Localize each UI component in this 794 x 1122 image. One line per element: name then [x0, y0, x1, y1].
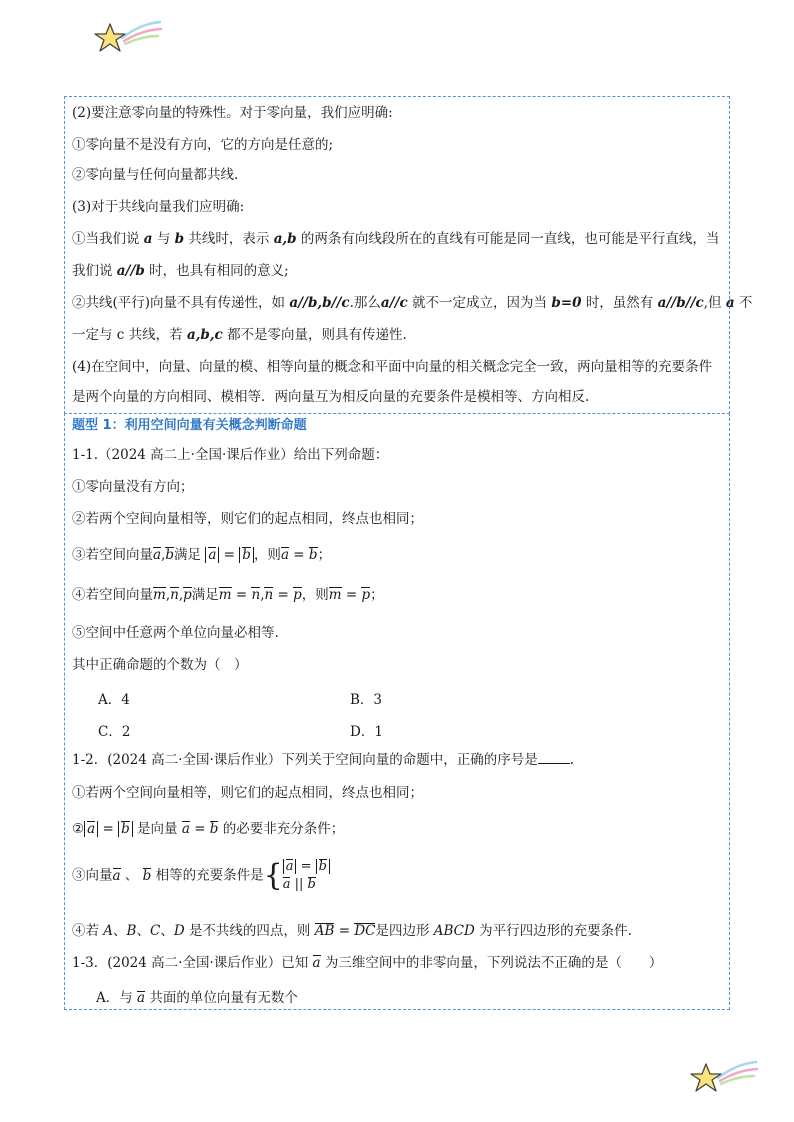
question-2-statement: ② a = b 是向量 a = b 的必要非充分条件；: [72, 821, 345, 837]
question-2-statement: ③向量a 、 b 相等的充要条件是{ a = b a || b: [72, 858, 330, 894]
question-1-stem: 1-1.（2024 高二上·全国·课后作业）给出下列命题：: [72, 447, 389, 463]
note-line: (3)对于共线向量我们应明确:: [72, 199, 245, 215]
answer-blank[interactable]: [538, 751, 570, 764]
section-heading: 题型 1：利用空间向量有关概念判断命题: [72, 418, 307, 433]
note-line: ②零向量与任何向量都共线.: [72, 167, 239, 183]
note-line: ①当我们说 a 与 b 共线时，表示 a,b 的两条有向线段所在的直线有可能是同一直线，也可能是平行直线，当: [72, 231, 720, 247]
option-b[interactable]: B．3: [350, 692, 383, 708]
question-1-statement: ④若空间向量m,n,p满足m = n,n = p，则m = p；: [72, 587, 384, 603]
question-3-stem: 1-3．(2024 高二·全国·课后作业）已知 a 为三维空间中的非零向量，下列说法不正确的是（ ）: [72, 955, 663, 971]
option-a[interactable]: A．4: [98, 692, 130, 708]
question-2-statement: ①若两个空间向量相等，则它们的起点相同，终点也相同；: [72, 785, 423, 801]
star-decoration-bottom-icon: [688, 1056, 760, 1098]
note-line: (4)在空间中，向量、向量的模、相等向量的概念和平面中向量的相关概念完全一致，两向量相等的充要条件: [72, 359, 713, 375]
option-c[interactable]: C．2: [98, 724, 131, 740]
note-line: ②共线(平行)向量不具有传递性，如 a//b,b//c.那么a//c 就不一定成立，因为当 b=0 时，虽然有 a//b//c,但 a 不: [72, 295, 753, 311]
note-line: 我们说 a//b 时，也具有相同的意义;: [72, 263, 289, 279]
question-1-statement: ①零向量没有方向；: [72, 479, 194, 495]
note-line: 一定与 c 共线，若 a,b,c 都不是零向量，则具有传递性.: [72, 327, 407, 343]
star-decoration-top-icon: [92, 16, 164, 58]
option-a[interactable]: A．与 a 共面的单位向量有无数个: [96, 990, 298, 1006]
option-d[interactable]: D．1: [350, 724, 383, 740]
note-line: 是两个向量的方向相同、模相等．两向量互为相反向量的充要条件是模相等、方向相反.: [72, 389, 590, 405]
question-1-statement: ②若两个空间向量相等，则它们的起点相同，终点也相同；: [72, 511, 423, 527]
note-line: ①零向量不是没有方向，它的方向是任意的;: [72, 137, 334, 153]
question-1-statement: ⑤空间中任意两个单位向量必相等.: [72, 625, 279, 641]
note-line: (2)要注意零向量的特殊性。对于零向量，我们应明确:: [72, 105, 393, 121]
question-1-statement: ③若空间向量a,b满足 a = b ，则a = b；: [72, 547, 332, 563]
question-2-statement: ④若 A、B、C、D 是不共线的四点，则 AB = DC是四边形 ABCD 为平行四边形的充要条件.: [72, 923, 632, 939]
question-1-ask: 其中正确命题的个数为（ ）: [72, 657, 248, 673]
question-2-stem: 1-2．(2024 高二·全国·课后作业）下列关于空间向量的命题中，正确的序号是 .: [72, 752, 575, 768]
question-box: [64, 413, 730, 1010]
